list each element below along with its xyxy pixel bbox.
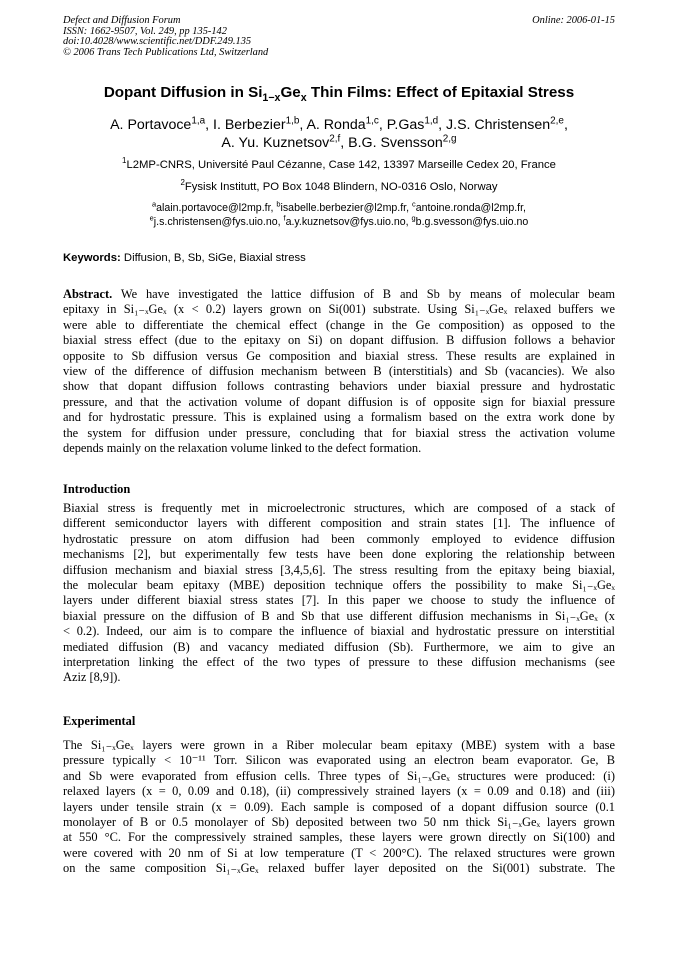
title-subscript: x [300,92,307,105]
author: , B.G. Svensson [340,135,443,151]
exp-line: pressure typically < 10⁻¹¹ Torr. Silicon was evaporated using an electron beam evaporator. Ge, B [63,753,615,768]
abstract-line: opposite to Sb diffusion versus Ge composition and biaxial stress. These results are explained in [63,348,615,363]
author-affil-mark: 1,c [365,115,379,127]
author-separator: , [563,117,568,133]
author-affil-mark: 1,b [285,115,300,127]
exp-line: on the same composition Si₁₋ₓGeₓ relaxed buffer layer deposited on the Si(001) substrate. The [63,861,615,876]
paper-title [40,84,638,105]
author: , J.S. Christensen [438,117,551,133]
email[interactable]: isabelle.berbezier@l2mp.fr, [280,202,412,214]
intro-line: mechanisms [2], but experimentally few tests have been done exploring the relationship between [63,547,615,562]
title-part: Thin Films: Effect of Epitaxial Stress [306,84,575,101]
intro-line: biaxial pressure on the diffusion of B and Sb that use different diffusion mechanisms in Si₁₋ₓGeₓ (x [63,608,615,623]
affil-text: Fysisk Institutt, PO Box 1048 Blindern, NO-0316 Oslo, Norway [184,181,498,193]
email[interactable]: antoine.ronda@l2mp.fr, [415,202,526,214]
email-line [40,201,638,215]
author-line [40,116,638,134]
exp-line: monolayer of B or 0.5 monolayer of Sb) deposited between two 50 nm thick Si₁₋ₓGeₓ layers grown [63,814,615,829]
author-line [40,134,638,152]
abstract-line: the system for diffusion under pressure, concluding that for biaxial stress the activation volume [63,425,615,440]
section-heading-introduction: Introduction [63,482,131,496]
author-affil-mark: 1,d [424,115,439,127]
journal-header [63,16,483,58]
exp-line: at 550 °C. For the compressively strained samples, these layers were grown directly on Si(100) and [63,830,615,845]
title-part: Dopant Diffusion in Si [103,84,263,101]
section-heading-experimental: Experimental [63,714,136,728]
email-mark: a [152,199,157,209]
journal-doi: doi:10.4028/www.scientific.net/DDF.249.135 [63,36,252,48]
journal-name: Defect and Diffusion Forum [63,15,181,26]
affil-text: L2MP-CNRS, Université Paul Cézanne, Case 142, 13397 Marseille Cedex 20, France [126,159,556,171]
title-part: Ge [280,84,301,101]
abstract-line: and for hydrostatic pressure. This is explained using a formalism based on the extra work done by [63,410,615,425]
journal-copyright: © 2006 Trans Tech Publications Ltd, Switzerland [63,46,269,58]
exp-line: were covered with 20 nm of Si at low temperature (T < 200°C). The relaxed structures were grown [63,845,615,860]
affil-mark: 1 [122,156,127,166]
exp-line: and Sb were evaporated from effusion cells. Three types of Si₁₋ₓGeₓ structures were produced: (i) [63,768,615,783]
experimental-body [63,738,615,877]
introduction-body [63,501,615,686]
author-list [40,116,638,152]
author-affil-mark: 2,f [329,133,341,145]
journal-issn: ISSN: 1662-9507, Vol. 249, pp 135-142 [63,25,227,37]
author: A. Portavoce [110,117,192,133]
author: , A. Ronda [299,117,366,133]
intro-line: Aziz [8,9]). [63,670,121,685]
keywords-label: Keywords: [63,252,121,264]
intro-line: hydrostatic pressure on atom diffusion had been commonly employed to evidence diffusion [63,531,615,546]
email-mark: g [411,213,416,223]
intro-line: the molecular beam epitaxy (MBE) deposition technique offers the possibility to make Si₁₋ₓGeₓ [63,577,615,592]
keywords-line [63,251,615,265]
author: , I. Berbezier [205,117,286,133]
abstract-line: pressure, and that the activation volume of dopant diffusion is of opposite sign for biaxial pressure [63,394,615,409]
exp-line: The Si₁₋ₓGeₓ layers were grown in a Riber molecular beam epitaxy (MBE) system with a base [63,738,615,752]
email-mark: f [283,213,286,223]
author: A. Yu. Kuznetsov [221,135,330,151]
affiliation-2 [40,180,638,194]
intro-line: diffusion mechanism and biaxial stress [3,4,5,6]. The stress resulting from the epitaxy being biaxial, [63,562,615,577]
email-list [40,201,638,229]
abstract-line: biaxial stress effect (due to the epitaxy on Si) on dopant diffusion. B diffusion follows a behavior [63,333,615,348]
intro-line: Biaxial stress is frequently met in microelectronic structures, which are composed of a stack of [63,501,615,515]
abstract-line: depends mainly on the relaxation volume linked to the defect formation. [63,440,422,455]
author-affil-mark: 1,a [191,115,206,127]
abstract-line [63,287,615,302]
email[interactable]: j.s.christensen@fys.uio.no, [153,216,284,228]
abstract-line: were able to differentiate the chemical effect (change in the Ge composition) as opposed to the [63,317,615,332]
email-mark: b [276,199,281,209]
email-line [40,215,638,229]
email-mark: e [149,213,154,223]
abstract-line: view of the difference of diffusion mechanism between B (interstitials) and Sb (vacancies). We also [63,363,615,378]
abstract-label: Abstract. [63,287,113,301]
email[interactable]: a.y.kuznetsov@fys.uio.no, [285,216,412,228]
exp-line: layers under tensile strain (x = 0.09). Each sample is composed of a dopant diffusion source (0.1 [63,799,615,814]
intro-line: < 0.2). Indeed, our aim is to compare the influence of biaxial and hydrostatic pressure on interstitial [63,624,615,639]
intro-line: mediated diffusion (B) and vacancy mediated diffusion (Sb). Furthermore, we aim to give an [63,639,615,654]
intro-line: interpretation linking the effect of the two types of pressure to these diffusion mechanisms (see [63,654,615,669]
online-date: Online: 2006-01-15 [532,15,615,26]
title-subscript: 1−x [262,92,281,105]
abstract-line: show that dopant diffusion follows contrasting behaviors under biaxial pressure and hydrostatic [63,379,615,394]
abstract [63,287,615,456]
author: , P.Gas [378,117,425,133]
intro-line: layers under different biaxial stress states [7]. In this paper we choose to study the influence of [63,593,615,608]
affil-mark: 2 [180,178,185,188]
keywords-text: Diffusion, B, Sb, SiGe, Biaxial stress [120,252,306,264]
email-mark: c [412,199,416,209]
exp-line: relaxed layers (x = 0, 0.09 and 0.18), (ii) compressively strained layers (x = 0.09 and 0.18) and (iii) [63,784,615,799]
author-affil-mark: 2,g [442,133,457,145]
line-text: We have investigated the lattice diffusion of B and Sb by means of molecular beam [112,287,615,301]
email[interactable]: b.g.svesson@fys.uio.no [415,216,529,228]
intro-line: different semiconductor layers with different composition and strain states [1]. The influence of [63,516,615,531]
email[interactable]: alain.portavoce@l2mp.fr, [156,202,277,214]
abstract-line: epitaxy in Si₁₋ₓGeₓ (x < 0.2) layers grown on Si(001) substrate. Using Si₁₋ₓGeₓ relaxed buffers we [63,302,615,317]
author-affil-mark: 2,e [550,115,564,127]
affiliation-1 [40,158,638,172]
